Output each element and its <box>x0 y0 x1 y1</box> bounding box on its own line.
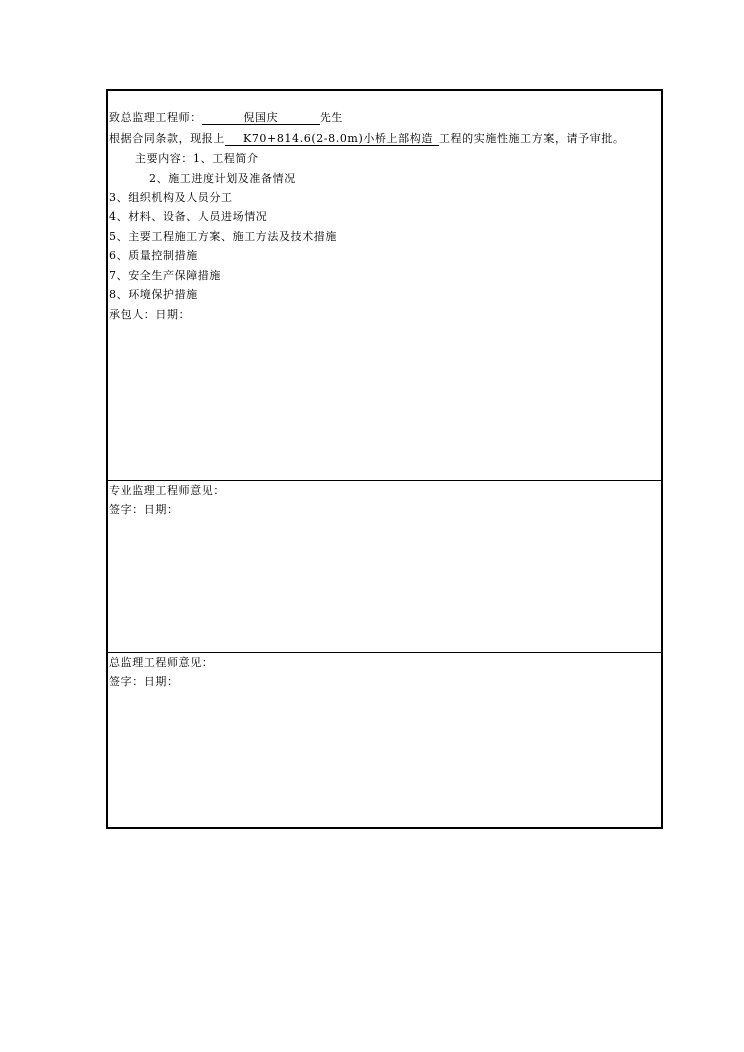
project-name: K70+814.6(2-8.0m)小桥上部构造 <box>225 132 439 146</box>
submission-prefix: 根据合同条款，现报上 <box>109 132 225 145</box>
title-suffix: 先生 <box>319 111 344 124</box>
approval-form <box>106 89 663 829</box>
contents-item: 5、主要工程施工方案、施工方法及技术措施 <box>109 230 337 243</box>
contents-label: 主要内容： <box>135 152 193 165</box>
specialist-opinion-section <box>108 480 661 652</box>
contents-item: 8、环境保护措施 <box>109 288 198 301</box>
specialist-sign-line: 签字：日期： <box>109 503 179 516</box>
engineer-name: 倪国庆 <box>202 111 320 125</box>
to-label: 致总监理工程师： <box>109 111 202 124</box>
chief-opinion-label: 总监理工程师意见： <box>109 656 214 669</box>
contents-item: 7、安全生产保障措施 <box>109 269 221 282</box>
submission-suffix: 工程的实施性施工方案，请予审批。 <box>438 132 625 145</box>
contractor-sign-line: 承包人：日期： <box>109 308 191 321</box>
submission-line <box>109 132 625 146</box>
contents-item: 2、施工进度计划及准备情况 <box>149 172 296 185</box>
contents-heading <box>135 152 259 166</box>
contents-item: 6、质量控制措施 <box>109 249 198 262</box>
chief-opinion-section <box>108 652 661 827</box>
contents-item: 4、材料、设备、人员进场情况 <box>109 210 268 223</box>
contents-item: 3、组织机构及人员分工 <box>109 191 233 204</box>
chief-sign-line: 签字：日期： <box>109 675 179 688</box>
contents-item: 1、工程简介 <box>193 152 259 165</box>
submission-section <box>108 91 661 480</box>
submission-line-clip <box>109 131 661 147</box>
addressee-line <box>109 111 343 125</box>
specialist-opinion-label: 专业监理工程师意见： <box>109 484 225 497</box>
